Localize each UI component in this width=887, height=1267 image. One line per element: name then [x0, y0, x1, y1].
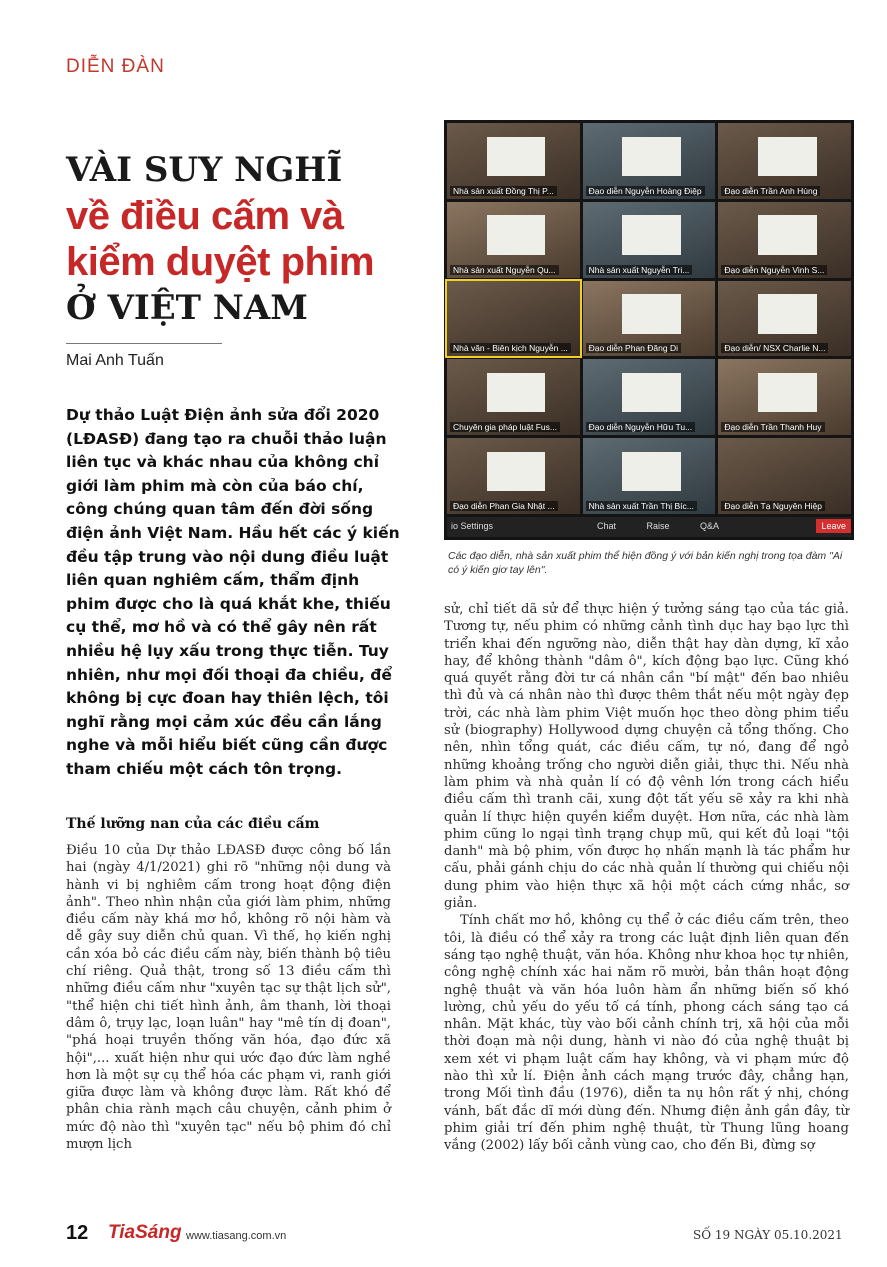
paper-sign — [487, 215, 545, 254]
tile-label: Đạo diễn Phan Gia Nhật ... — [450, 501, 558, 511]
video-tile — [718, 359, 851, 435]
zoom-toolbar — [447, 517, 851, 537]
video-tile — [583, 281, 716, 357]
paper-sign — [487, 373, 545, 412]
paper-sign — [758, 215, 816, 254]
paper-sign — [487, 137, 545, 176]
tile-label: Chuyên gia pháp luật Fus... — [450, 422, 560, 432]
headline-line-4: Ở VIỆT NAM — [66, 288, 308, 328]
zoom-meeting-photo — [444, 120, 854, 540]
paper-sign — [622, 294, 680, 333]
body-right-paragraph-2: Tính chất mơ hồ, không cụ thể ở các điều cấm trên, theo tôi, là điều có thể xảy ra trong các luật định liên quan đến sáng tạo nghệ thuật, văn hóa. Không như khoa học tự nhiên, công nghệ chính xác hai năm rõ mười, bản thân hoạt động nghệ thuật và văn hóa luôn hàm ẩn những biến số khó lường, chủ yếu do yếu tố cá tính, phong cách sáng tạo cá nhân. Mặt khác, tùy vào bối cảnh chính trị, xã hội của mỗi thời đoạn mà nội dung, hành vi nào đó của nghệ thuật bị xem xét vi phạm luật cấm hay không, và vi phạm mức độ nào thì xử lí. Điện ảnh cách mạng trước đây, chẳng hạn, trong Mối tình đầu (1976), diễn ta nụ hôn rất ý nhị, chóng vánh, bất đắc dĩ mới dùng đến. Nhưng điện ảnh gần đây, từ phim giải trí đến phim nghệ thuật, từ Thung lũng hoang vắng (2002) lấy bối cảnh vùng cao, cho đến Bi, đừng sợ — [444, 913, 849, 1154]
tile-label: Nhà sản xuất Nguyễn Tri... — [586, 265, 693, 275]
tile-label: Đạo diễn Nguyễn Vinh S... — [721, 265, 827, 275]
headline-line-2: về điều cấm và — [66, 194, 344, 238]
page-number: 12 — [66, 1222, 89, 1244]
paper-sign — [622, 137, 680, 176]
video-tile — [447, 123, 580, 199]
magazine-logo: TiaSáng — [108, 1222, 182, 1243]
video-tile — [583, 202, 716, 278]
video-tile — [583, 123, 716, 199]
headline-line-3: kiểm duyệt phim — [66, 240, 375, 284]
author-name: Mai Anh Tuấn — [66, 352, 164, 369]
body-right-column — [444, 601, 849, 1155]
video-tile — [583, 359, 716, 435]
tile-label: Nhà sản xuất Đồng Thị P... — [450, 186, 557, 196]
website-url: www.tiasang.com.vn — [186, 1230, 287, 1242]
photo-caption: Các đạo diễn, nhà sản xuất phim thể hiện đồng ý với bản kiến nghị trong tọa đàm "Ai có ý kiến giơ tay lên". — [448, 550, 843, 576]
paper-sign — [622, 215, 680, 254]
video-tile — [718, 202, 851, 278]
audio-settings-label: io Settings — [451, 521, 494, 531]
body-left-column: Điều 10 của Dự thảo LĐASĐ được công bố lần hai (ngày 4/1/2021) ghi rõ "những nội dung và hành vi bị nghiêm cấm trong hoạt động điện ảnh". Theo nhìn nhận của giới làm phim, những điều cấm này khá mơ hồ, không rõ nội hàm và dễ gây suy diễn chủ quan. Vì thế, họ kiến nghị cần xóa bỏ các điều cấm này, biến thành bộ tiêu chí riêng. Quả thật, trong số 13 điều cấm thì những điều cấm như "xuyên tạc sự thật lịch sử", "thể hiện chi tiết hình ảnh, âm thanh, lời thoại dâm ô, trụy lạc, loạn luân" hay "mê tín dị đoan", "phá hoại truyền thống văn hóa, đạo đức xã hội",... xuất hiện như qui ước đạo đức làm nghề hơn là một sự cụ thể hóa các phạm vi, ranh giới giữa được làm và không được làm. Rất khó để phân chia rành mạch câu chuyện, cảnh phim ở mức độ nào thì "xuyên tạc" nếu bộ phim đó chỉ mượn lịch — [66, 843, 391, 1153]
video-tile — [447, 438, 580, 514]
paper-sign — [622, 452, 680, 491]
video-tile — [718, 438, 851, 514]
video-tile — [447, 359, 580, 435]
paper-sign — [487, 452, 545, 491]
toolbar-buttons-label: Chat Raise Q&A — [597, 521, 720, 531]
video-tile — [447, 202, 580, 278]
tile-label: Nhà sản xuất Trần Thị Bíc... — [586, 501, 697, 511]
tile-label: Đạo diễn Trần Anh Hùng — [721, 186, 820, 196]
video-tile-active-speaker — [447, 281, 580, 357]
video-tile — [718, 123, 851, 199]
body-right-paragraph-1: sử, chỉ tiết dã sử để thực hiện ý tưởng sáng tạo của tác giả. Tương tự, nếu phim có những cảnh tình dục hay bạo lực thì triển khai đến ngưỡng nào, diễn thật hay dàn dựng, kĩ xảo hay, để không thành "dâm ô", kích động bạo lực. Cũng khó quá quyết rằng đời tư cá nhân cần "bí mật" đến bao nhiêu thì đủ và cá nhân nào thì được thêm thắt nếu một ngày đẹp trời, các nhà làm phim Việt muốn học theo dòng phim tiểu sử (biography) Hollywood dựng chuyện cả tổng thống. Cho nên, nhìn tổng quát, các điều cấm, tự nó, đang để ngỏ những khoảng trống cho người diễn giải, thực thi. Nếu nhà làm phim và nhà quản lí có độ vênh lớn trong cách hiểu điều cấm thì tranh cãi, xung đột tất yếu sẽ xảy ra khi nhà quản lí thực hiện quyền kiểm duyệt. Hơn nữa, các nhà làm phim cũng lo ngại tình trạng chụp mũ, qui kết đủ loại "tội danh" mà bộ phim, vốn được họ nhấn mạnh là tác phẩm hư cấu, phải gánh chịu do các nhà quản lí thường qui chiếu nội dung phim vào hiện thực xã hội một cách cứng nhắc, sơ giản. — [444, 602, 849, 912]
tile-label: Đạo diễn Tạ Nguyên Hiệp — [721, 501, 825, 511]
leave-button: Leave — [816, 519, 851, 533]
tile-label: Đạo diễn Nguyễn Hữu Tu... — [586, 422, 696, 432]
tile-label: Đạo diễn/ NSX Charlie N... — [721, 343, 828, 353]
tile-label: Nhà văn - Biên kịch Nguyễn ... — [450, 343, 571, 353]
section-subhead: Thế lưỡng nan của các điều cấm — [66, 816, 320, 832]
tile-label: Nhà sản xuất Nguyễn Qu... — [450, 265, 559, 275]
paper-sign — [758, 137, 816, 176]
video-tile — [718, 281, 851, 357]
paper-sign — [758, 294, 816, 333]
tile-label: Đạo diễn Trần Thanh Huy — [721, 422, 824, 432]
paper-sign — [758, 373, 816, 412]
author-divider — [66, 343, 222, 344]
video-tile — [583, 438, 716, 514]
tile-label: Đạo diễn Nguyễn Hoàng Điệp — [586, 186, 705, 196]
lede-paragraph: Dự thảo Luật Điện ảnh sửa đổi 2020 (LĐASĐ) đang tạo ra chuỗi thảo luận liên tục và khác nhau của không chỉ giới làm phim mà còn của báo chí, công chúng quan tâm đến đời sống điện ảnh Việt Nam. Hầu hết các ý kiến đều tập trung vào nội dung điều luật liên quan nghiêm cấm, thẩm định phim được cho là quá khắt khe, thiếu cụ thể, mơ hồ và có thể gây nên rất nhiều hệ lụy xấu trong thực tiễn. Tuy nhiên, như mọi đối thoại đa chiều, để không bị cực đoan hay thiên lệch, tôi nghĩ rằng mọi cảm xúc đều cần lắng nghe và mỗi hiểu biết cũng cần được tham chiếu một cách tôn trọng. — [66, 406, 400, 778]
tile-label: Đạo diễn Phan Đăng Di — [586, 343, 681, 353]
section-label: DIỄN ĐÀN — [66, 56, 165, 77]
headline-line-1: VÀI SUY NGHĨ — [66, 150, 343, 190]
headline — [66, 147, 446, 331]
issue-info: SỐ 19 NGÀY 05.10.2021 — [693, 1228, 843, 1242]
paper-sign — [622, 373, 680, 412]
